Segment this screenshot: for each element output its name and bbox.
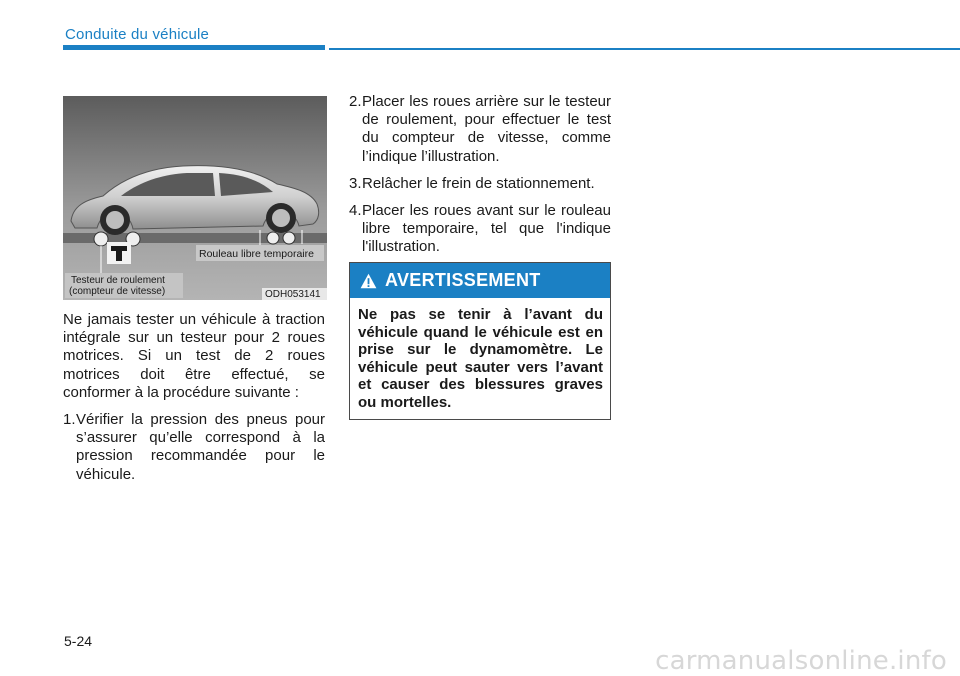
warning-triangle-icon [360,273,377,289]
middle-column [349,93,611,266]
step-4 [349,202,611,257]
step-3-number: 3. [349,174,362,192]
dynamometer-illustration [63,96,327,300]
step-2-number: 2. [349,93,362,110]
header-rule-thin [329,48,960,50]
roller-label: Rouleau libre temporaire [199,248,314,260]
step-4-number: 4. [349,202,362,220]
front-roller-shape [267,232,279,244]
step-3-text: Relâcher le frein de stationnement. [362,174,595,192]
warning-title: AVERTISSEMENT [385,270,541,290]
step-2 [349,93,611,166]
step-1-text: Vérifier la pression des pneus pour s’assurer qu’elle correspond à la pression recommandée pour le véhicule. [76,411,325,483]
warning-box [349,262,611,420]
tester-label-line2: (compteur de vitesse) [69,286,166,297]
left-column [63,311,325,493]
tester-label-line1: Testeur de roulement [71,275,165,286]
header-rule-thick [63,45,325,50]
step-1-number: 1. [63,411,76,429]
warning-text: Ne pas se tenir à l’avant du véhicule quand le véhicule est en prise sur le dynamomètre. Le véhicule peut sauter vers l’avant et causer des blessures graves ou mortelles. [358,306,603,411]
intro-paragraph: Ne jamais tester un véhicule à traction intégrale sur un testeur pour 2 roues motrices. Si un test de 2 roues motrices doit être effectué, se conformer à la procédure suivante : [63,311,325,401]
warning-header [350,263,610,298]
tester-roller-shape [94,232,108,246]
figure-code: ODH053141 [265,289,321,300]
page-number: 5-24 [64,633,93,649]
step-2-text: Placer les roues arrière sur le testeur de roulement, pour effectuer le test du compteur de vitesse, comme l’indique l’illustration. [362,93,611,165]
step-4-text: Placer les roues avant sur le rouleau libre temporaire, tel que l'indique l'illustration. [362,202,611,256]
watermark: carmanualsonline.info [655,646,947,676]
step-3 [349,175,611,193]
section-header-title: Conduite du véhicule [65,26,210,43]
step-1 [63,411,325,484]
